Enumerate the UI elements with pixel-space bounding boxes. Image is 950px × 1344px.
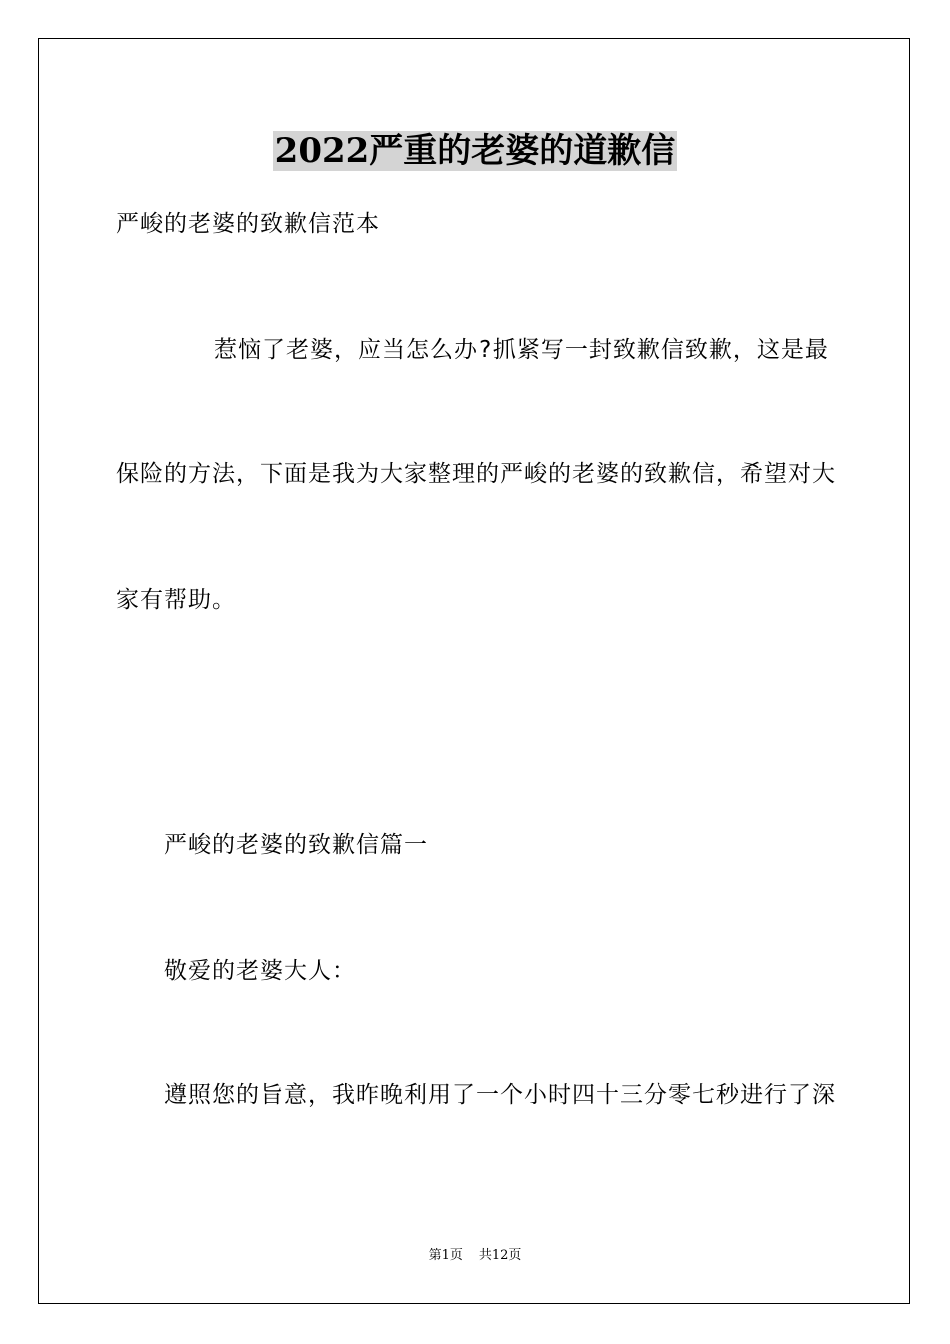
document-subtitle: 严峻的老婆的致歉信范本 [116, 211, 380, 237]
intro-line-2: 保险的方法，下面是我为大家整理的严峻的老婆的致歉信，希望对大 [116, 461, 836, 487]
document-title-text: 2022严重的老婆的道歉信 [274, 131, 676, 171]
document-title [0, 124, 950, 178]
intro-line-3: 家有帮助。 [116, 587, 236, 613]
page-footer [0, 1246, 950, 1266]
page-total: 共12页 [478, 1248, 522, 1263]
salutation: 敬爱的老婆大人： [164, 958, 356, 984]
page-number: 第1页 [428, 1248, 463, 1263]
intro-line-1: 惹恼了老婆，应当怎么办?抓紧写一封致歉信致歉，这是最 [214, 337, 829, 363]
section-heading: 严峻的老婆的致歉信篇一 [164, 832, 428, 858]
body-line-1: 遵照您的旨意，我昨晚利用了一个小时四十三分零七秒进行了深 [164, 1082, 836, 1108]
